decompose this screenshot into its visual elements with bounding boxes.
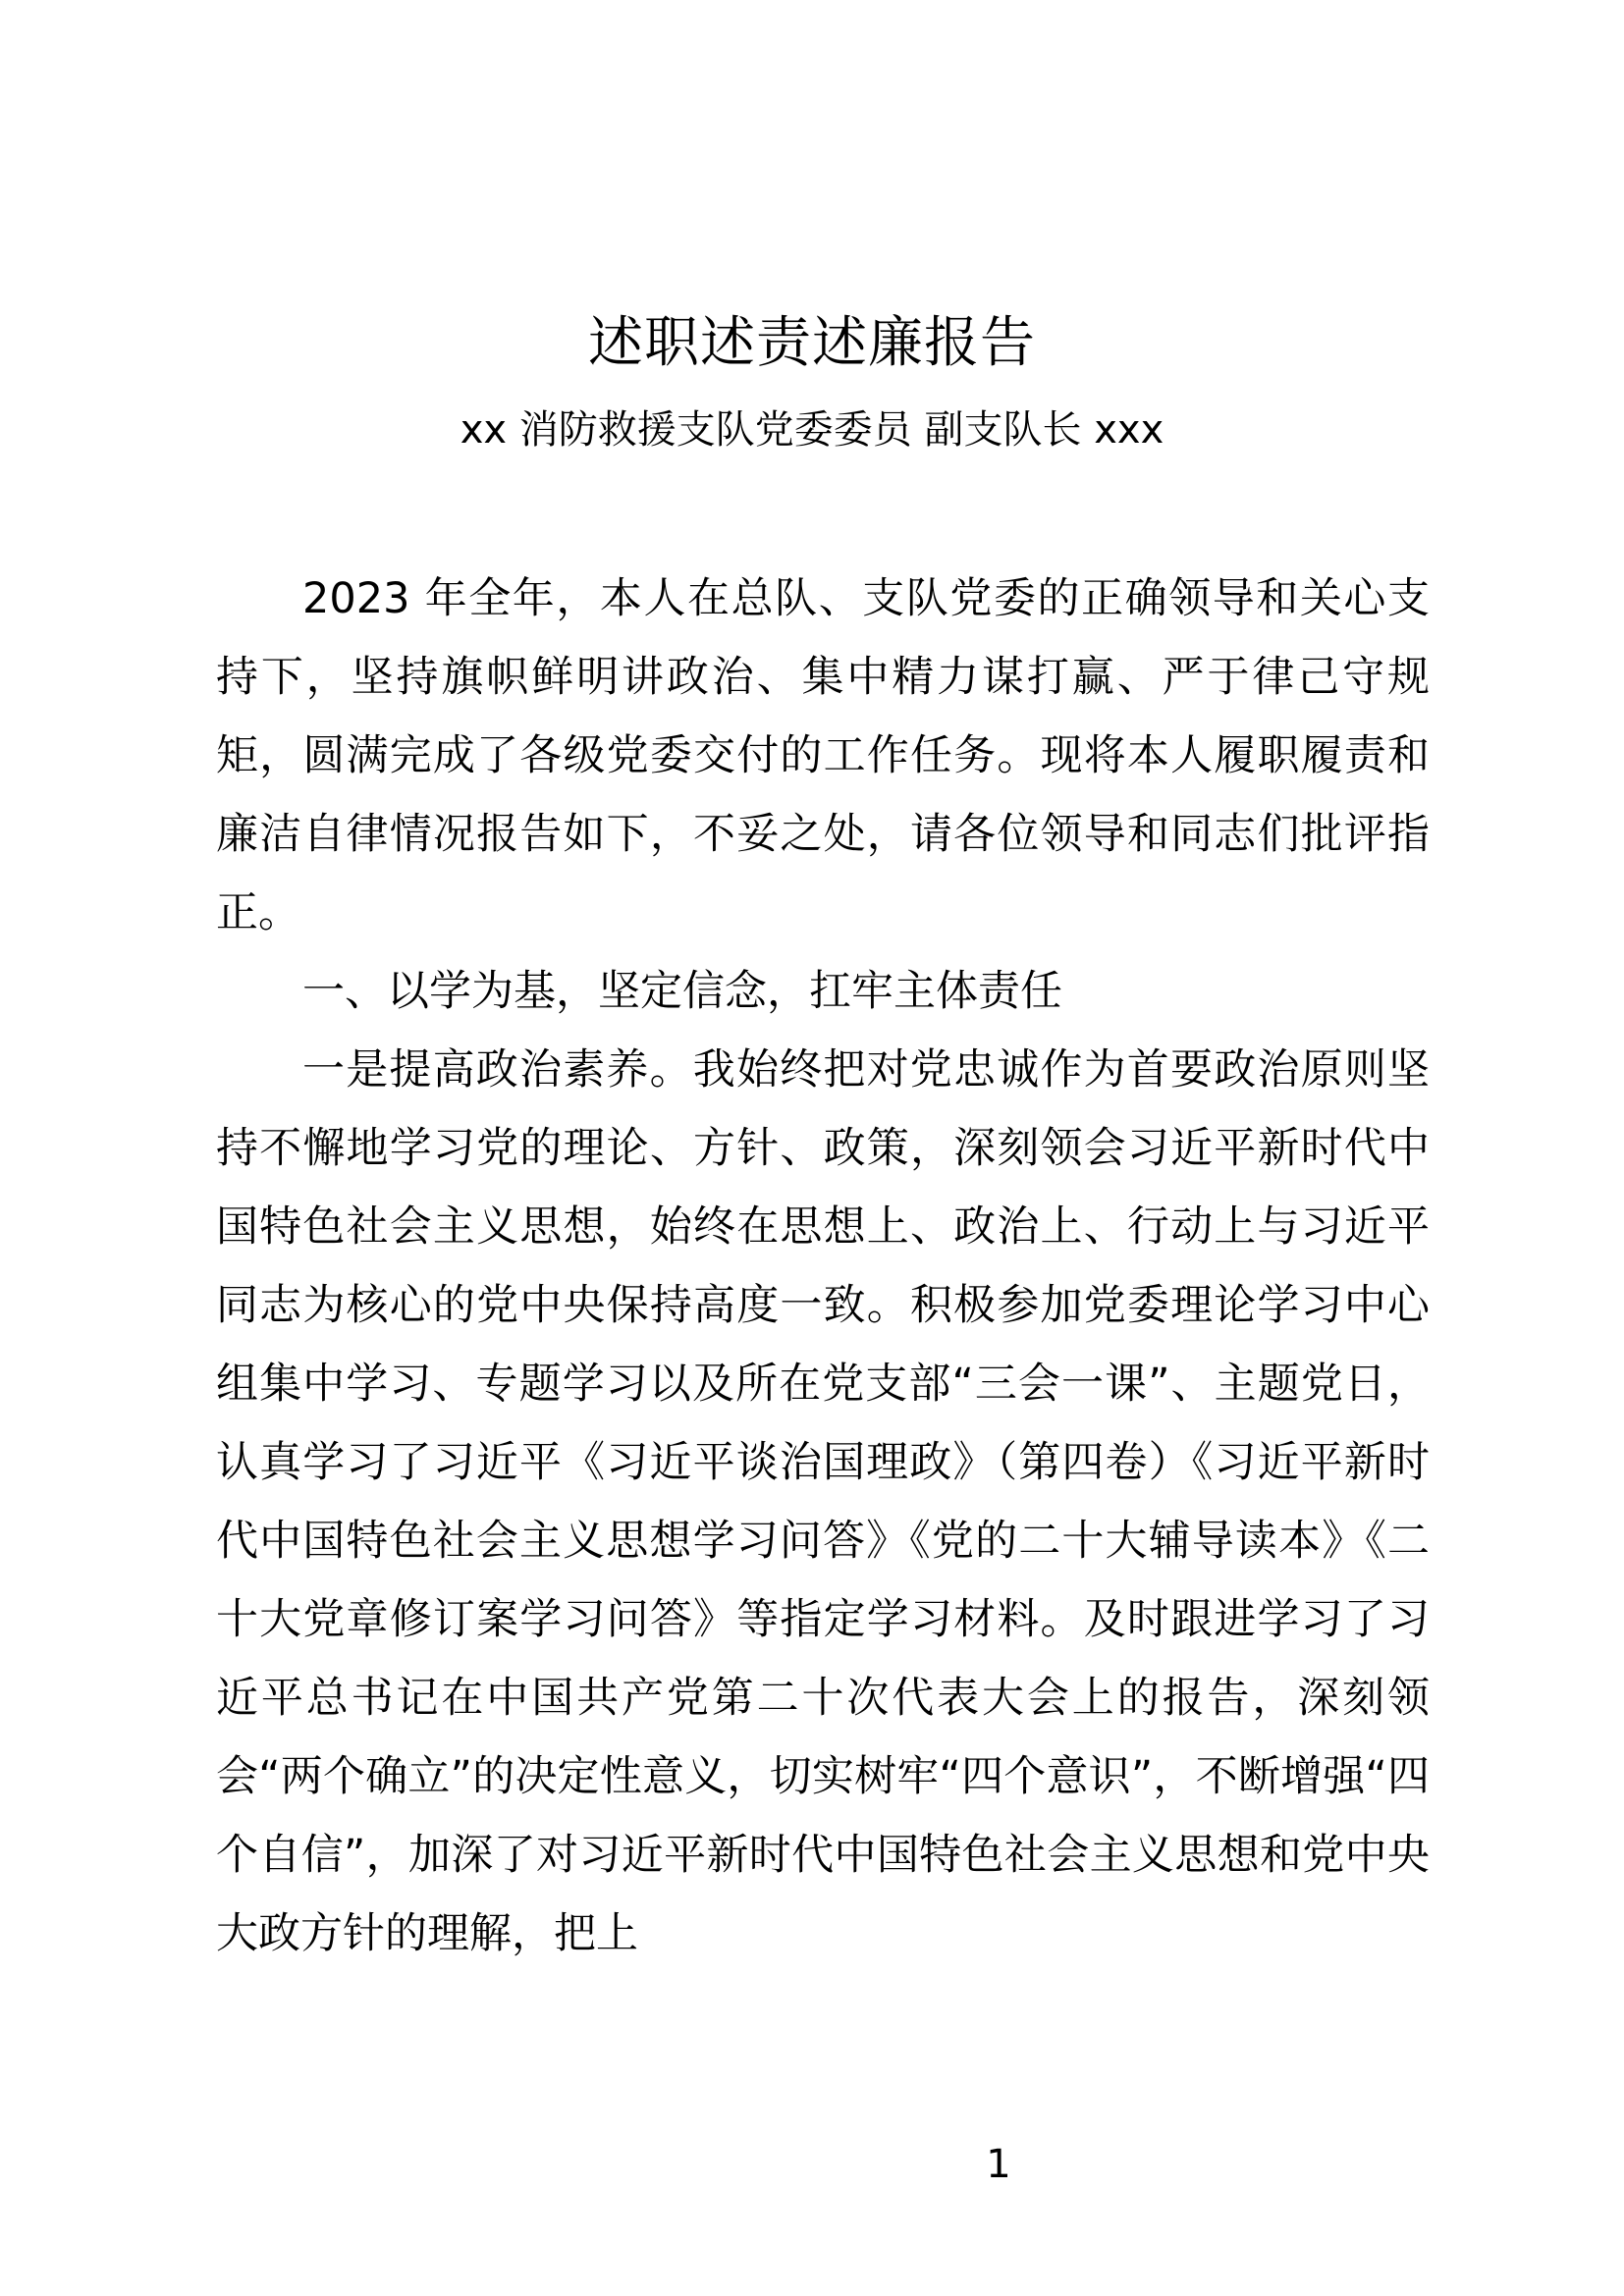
document-title: 述职述责述廉报告 <box>588 311 1036 375</box>
document-body <box>216 560 1430 1973</box>
document-subtitle: xx 消防救援支队党委委员 副支队长 xxx <box>460 407 1164 453</box>
section-heading: 一、以学为基，坚定信念，扛牢主体责任 <box>302 967 1062 1016</box>
section-paragraph: 一是提高政治素养。我始终把对党忠诚作为首要政治原则坚持不懈地学习党的理论、方针、政策，深刻领会习近平新时代中国特色社会主义思想，始终在思想上、政治上、行动上与习近平同志为核心的党中央保持高度一致。积极参加党委理论学习中心组集中学习、专题学习以及所在党支部“三会一课”、主题党日，认真学习了习近平《习近平谈治国理政》（第四卷）《习近平新时代中国特色社会主义思想学习问答》《党的二十大辅导读本》《二十大党章修订案学习问答》等指定学习材料。及时跟进学习了习近平总书记在中国共产党第二十次代表大会上的报告，深刻领会“两个确立”的决定性意义，切实树牢“四个意识”，不断增强“四个自信”，加深了对习近平新时代中国特色社会主义思想和党中央大政方针的理解，把上 <box>216 1045 1430 1958</box>
page-number: 1 <box>986 2142 1011 2187</box>
intro-paragraph: 2023 年全年，本人在总队、支队党委的正确领导和关心支持下，坚持旗帜鲜明讲政治、集中精力谋打赢、严于律己守规矩，圆满完成了各级党委交付的工作任务。现将本人履职履责和廉洁自律情况报告如下，不妥之处，请各位领导和同志们批评指正。 <box>216 574 1430 937</box>
